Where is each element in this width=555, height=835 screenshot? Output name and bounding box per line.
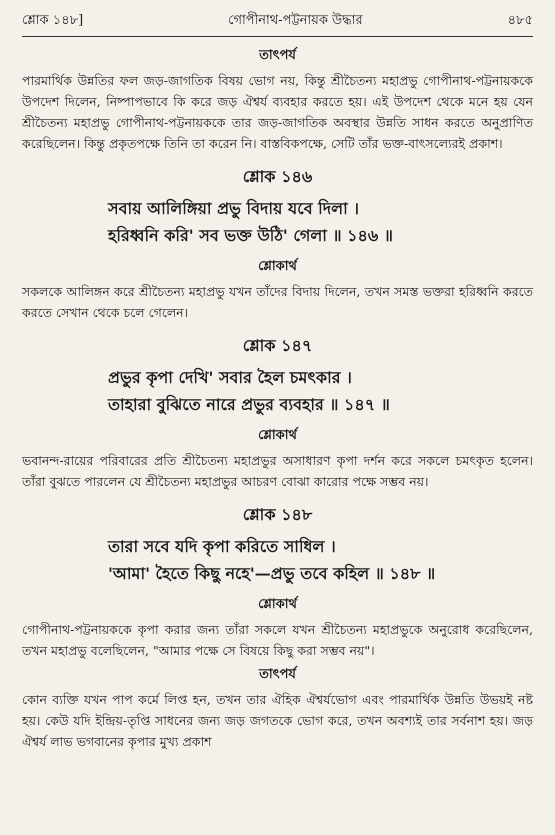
verse-line: হরিধ্বনি করি' সব ভক্ত উঠি' গেলা ॥ ১৪৬ ॥ — [108, 226, 393, 245]
verse-line: তাহারা বুঝিতে নারে প্রভুর ব্যবহার ॥ ১৪৭ ॥ — [108, 395, 390, 414]
verse-block — [22, 364, 533, 418]
page-content — [22, 44, 533, 756]
verse-line: প্রভুর কৃপা দেখি' সবার হৈল চমৎকার । — [108, 368, 352, 387]
paragraph: ভবানন্দ-রায়ের পরিবারের প্রতি শ্রীচৈতন্য মহাপ্রভুর অসাধারণ কৃপা দর্শন করে সকলে চমৎকৃত হলেন। তাঁরা বুঝতে পারলেন যে শ্রীচৈতন্য মহাপ্রভুর আচরণ বোঝা কারোর পক্ষে সম্ভব নয়। — [22, 453, 533, 489]
verse-line: তারা সবে যদি কৃপা করিতে সাধিল । — [108, 537, 336, 556]
paragraph: পারমার্থিক উন্নতির ফল জড়-জাগতিক বিষয় ভোগ নয়, কিন্তু শ্রীচৈতন্য মহাপ্রভু গোপীনাথ-পট্টনায়ককে উপদেশ দিলেন, নিষ্পাপভাবে কি করে জড় ঐশ্বর্য ব্যবহার করতে হয়। এই উপদেশ থেকে মনে হয় যেন শ্রীচৈতন্য মহাপ্রভু গোপীনাথ-পট্টনায়ককে তার জড়-জাগতিক অবস্থার উন্নতি সাধন করতে অনুপ্রাণিত করেছিলেন। কিন্তু প্রকৃতপক্ষে তিনি তা করেন নি। বাস্তবিকপক্ষে, সেটি তাঁর ভক্ত-বাৎসল্যেরই প্রকাশ। — [22, 73, 533, 151]
verse-block — [22, 533, 533, 587]
verse-line: সবায় আলিঙ্গিয়া প্রভু বিদায় যবে দিলা । — [108, 199, 360, 218]
header-shloka-ref: শ্লোক ১৪৮] — [22, 12, 84, 28]
shloka-number: শ্লোক ১৪৭ — [242, 336, 313, 355]
running-header — [22, 8, 533, 34]
shloka-number: শ্লোক ১৪৬ — [242, 167, 313, 186]
section-heading: শ্লোকার্থ — [258, 597, 297, 612]
section-heading: তাৎপর্য — [259, 48, 296, 63]
paragraph: কোন ব্যক্তি যখন পাপ কর্মে লিপ্ত হন, তখন তার ঐহিক ঐশ্বর্যভোগ এবং পারমার্থিক উন্নতি উভয়ই নষ্ট হয়। কেউ যদি ইন্দ্রিয়-তৃপ্তি সাধনের জন্য জড় জগতকে ভোগ করে, তখন অবশ্যই তার সর্বনাশ হয়। জড় ঐশ্বর্য লাভ ভগবানের কৃপার মুখ্য প্রকাশ — [22, 692, 533, 749]
paragraph: গোপীনাথ-পট্টনায়ককে কৃপা করার জন্য তাঁরা সকলে যখন শ্রীচৈতন্য মহাপ্রভুকে অনুরোধ করেছিলেন, তখন মহাপ্রভু বলেছিলেন, "আমার পক্ষে সে বিষয়ে কিছু করা সম্ভব নয়"। — [22, 622, 533, 658]
verse-line: 'আমা' হৈতে কিছু নহে'—প্রভু তবে কহিল ॥ ১৪৮ ॥ — [108, 564, 436, 583]
shloka-number: শ্লোক ১৪৮ — [242, 505, 313, 524]
paragraph: সকলকে আলিঙ্গন করে শ্রীচৈতন্য মহাপ্রভু যখন তাঁদের বিদায় দিলেন, তখন সমস্ত ভক্তরা হরিধ্বনি করতে করতে সেখান থেকে চলে গেলেন। — [22, 284, 533, 320]
header-rule — [22, 36, 533, 37]
section-heading: শ্লোকার্থ — [258, 259, 297, 274]
section-heading: তাৎপর্য — [259, 667, 296, 682]
section-heading: শ্লোকার্থ — [258, 428, 297, 443]
header-chapter-title: গোপীনাথ-পট্টনায়ক উদ্ধার — [228, 12, 363, 28]
page-number: ৪৮৫ — [507, 12, 533, 28]
verse-block — [22, 195, 533, 249]
